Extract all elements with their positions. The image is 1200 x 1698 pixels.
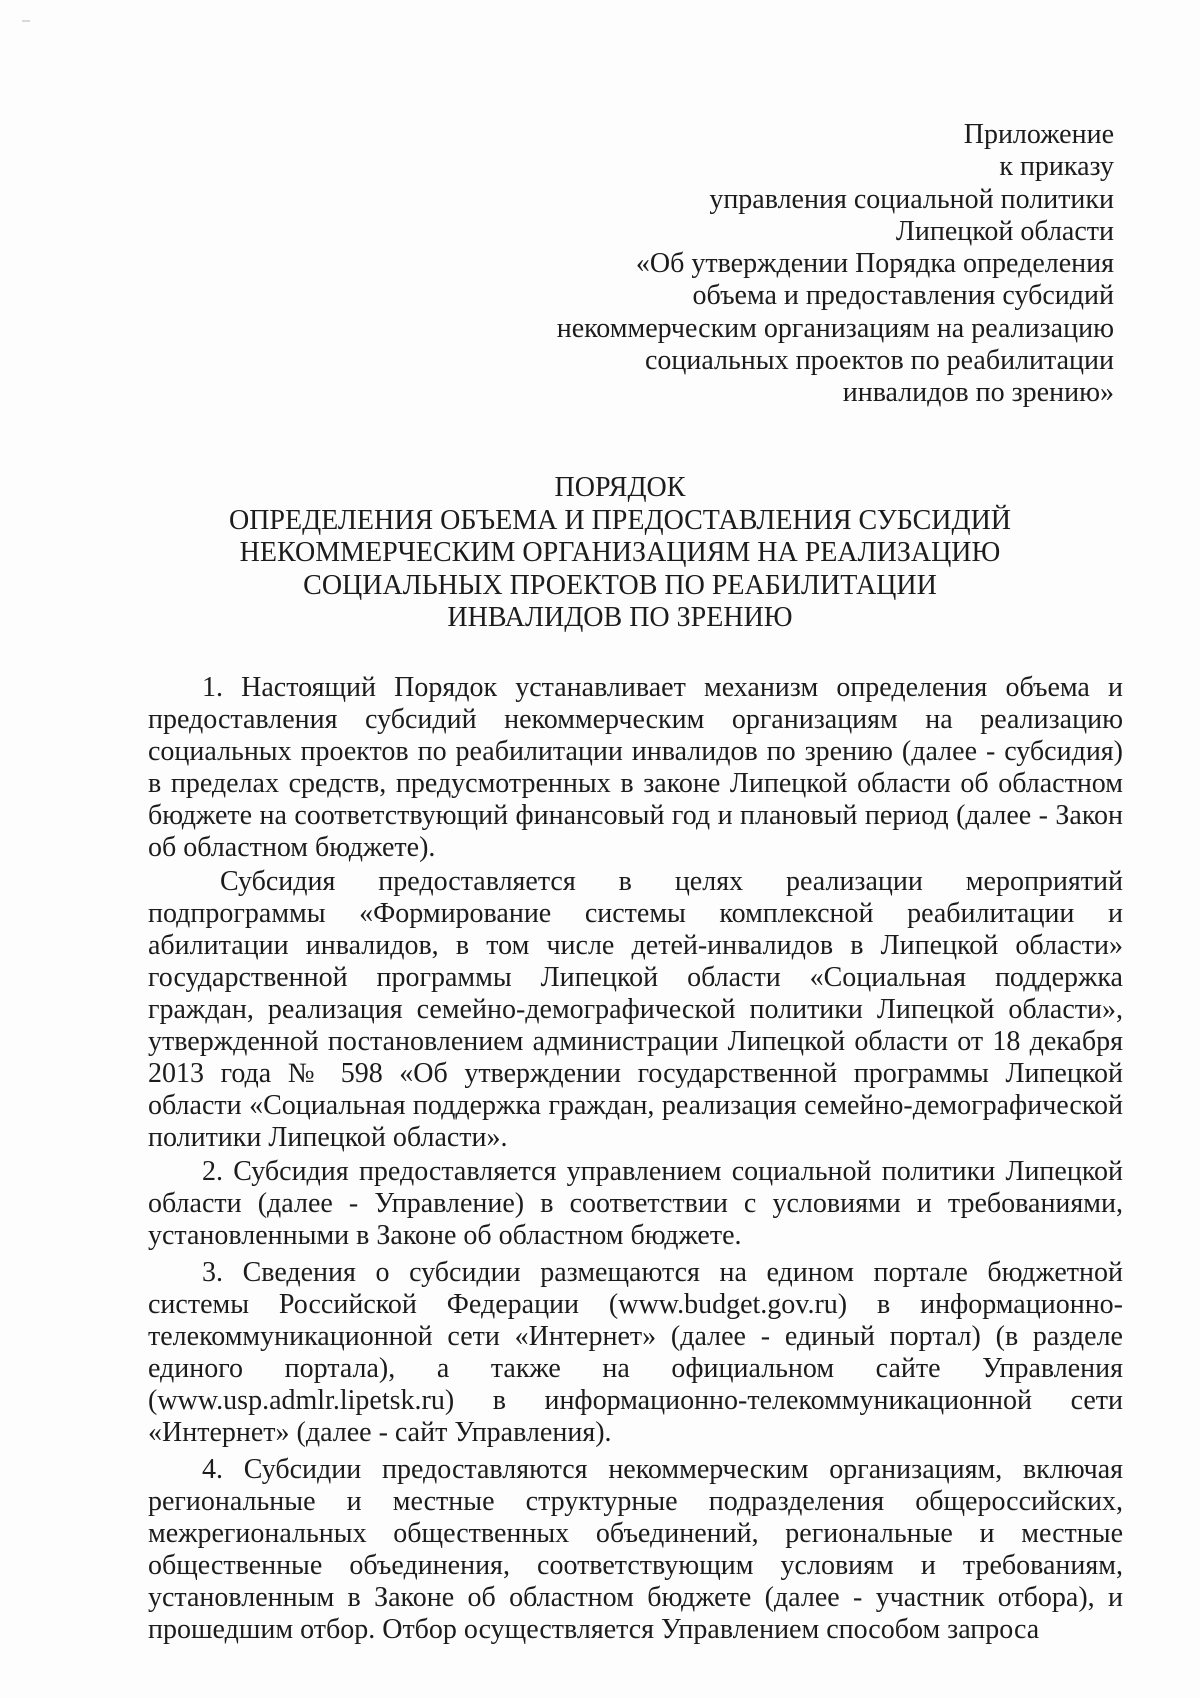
appendix-line: Приложение (963, 119, 1114, 150)
title-line: ПОРЯДОК (554, 472, 686, 503)
appendix-header (414, 119, 1114, 410)
scan-artifact (22, 20, 30, 22)
paragraph-4: 4. Субсидии предоставляются некоммерческим организациям, включая региональные и местные структурные подразделения общероссийских, межрегиональных общественных объединений, региональные и местные общественные объединения, соответствующим условиям и требованиям, установленным в Законе об областном бюджете (далее - участник отбора), и прошедшим отбор. Отбор осуществляется Управлением способом запроса (148, 1454, 1123, 1645)
title-line: ИНВАЛИДОВ ПО ЗРЕНИЮ (447, 602, 793, 633)
appendix-line: объема и предоставления субсидий (692, 280, 1114, 312)
appendix-line: «Об утверждении Порядка определения (635, 248, 1114, 280)
paragraph-2: 2. Субсидия предоставляется управлением социальной политики Липецкой области (далее - Управление) в соответствии с условиями и требованиями, установленными в Законе об областном бюджете. (148, 1156, 1123, 1251)
appendix-line: некоммерческим организациям на реализацию (556, 312, 1114, 344)
appendix-line: инвалидов по зрению» (842, 377, 1114, 409)
document-body (148, 672, 1123, 1646)
appendix-line: управления социальной политики (709, 183, 1114, 215)
title-line: СОЦИАЛЬНЫХ ПРОЕКТОВ ПО РЕАБИЛИТАЦИИ (303, 569, 937, 601)
paragraph-1: 1. Настоящий Порядок устанавливает механизм определения объема и предоставления субсидий некоммерческим организациям на реализацию социальных проектов по реабилитации инвалидов по зрению (далее - субсидия) в пределах средств, предусмотренных в законе Липецкой области об областном бюджете на соответствующий финансовый год и плановый период (далее - Закон об областном бюджете). (148, 672, 1123, 863)
paragraph-1-continued: Субсидия предоставляется в целях реализации мероприятий подпрограммы «Формирование системы комплексной реабилитации и абилитации инвалидов, в том числе детей-инвалидов в Липецкой области» государственной программы Липецкой области «Социальная поддержка граждан, реализация семейно-демографической политики Липецкой области», утвержденной постановлением администрации Липецкой области от 18 декабря 2013 года № 598 «Об утверждении государственной программы Липецкой области «Социальная поддержка граждан, реализация семейно-демографической политики Липецкой области». (148, 866, 1123, 1153)
appendix-line: Липецкой области (895, 215, 1114, 247)
appendix-line: социальных проектов по реабилитации (644, 345, 1114, 377)
title-line: ОПРЕДЕЛЕНИЯ ОБЪЕМА И ПРЕДОСТАВЛЕНИЯ СУБСИДИЙ (228, 504, 1012, 536)
title-line: НЕКОММЕРЧЕСКИМ ОРГАНИЗАЦИЯМ НА РЕАЛИЗАЦИЮ (239, 537, 1001, 568)
paragraph-3: 3. Сведения о субсидии размещаются на едином портале бюджетной системы Российской Федерации (www.budget.gov.ru) в информационно-телекоммуникационной сети «Интернет» (далее - единый портал) (в разделе единого портала), а также на официальном сайте Управления (www.usp.admlr.lipetsk.ru) в информационно-телекоммуникационной сети «Интернет» (далее - сайт Управления). (148, 1257, 1123, 1448)
document-title (140, 472, 1100, 635)
appendix-line: к приказу (999, 151, 1114, 183)
